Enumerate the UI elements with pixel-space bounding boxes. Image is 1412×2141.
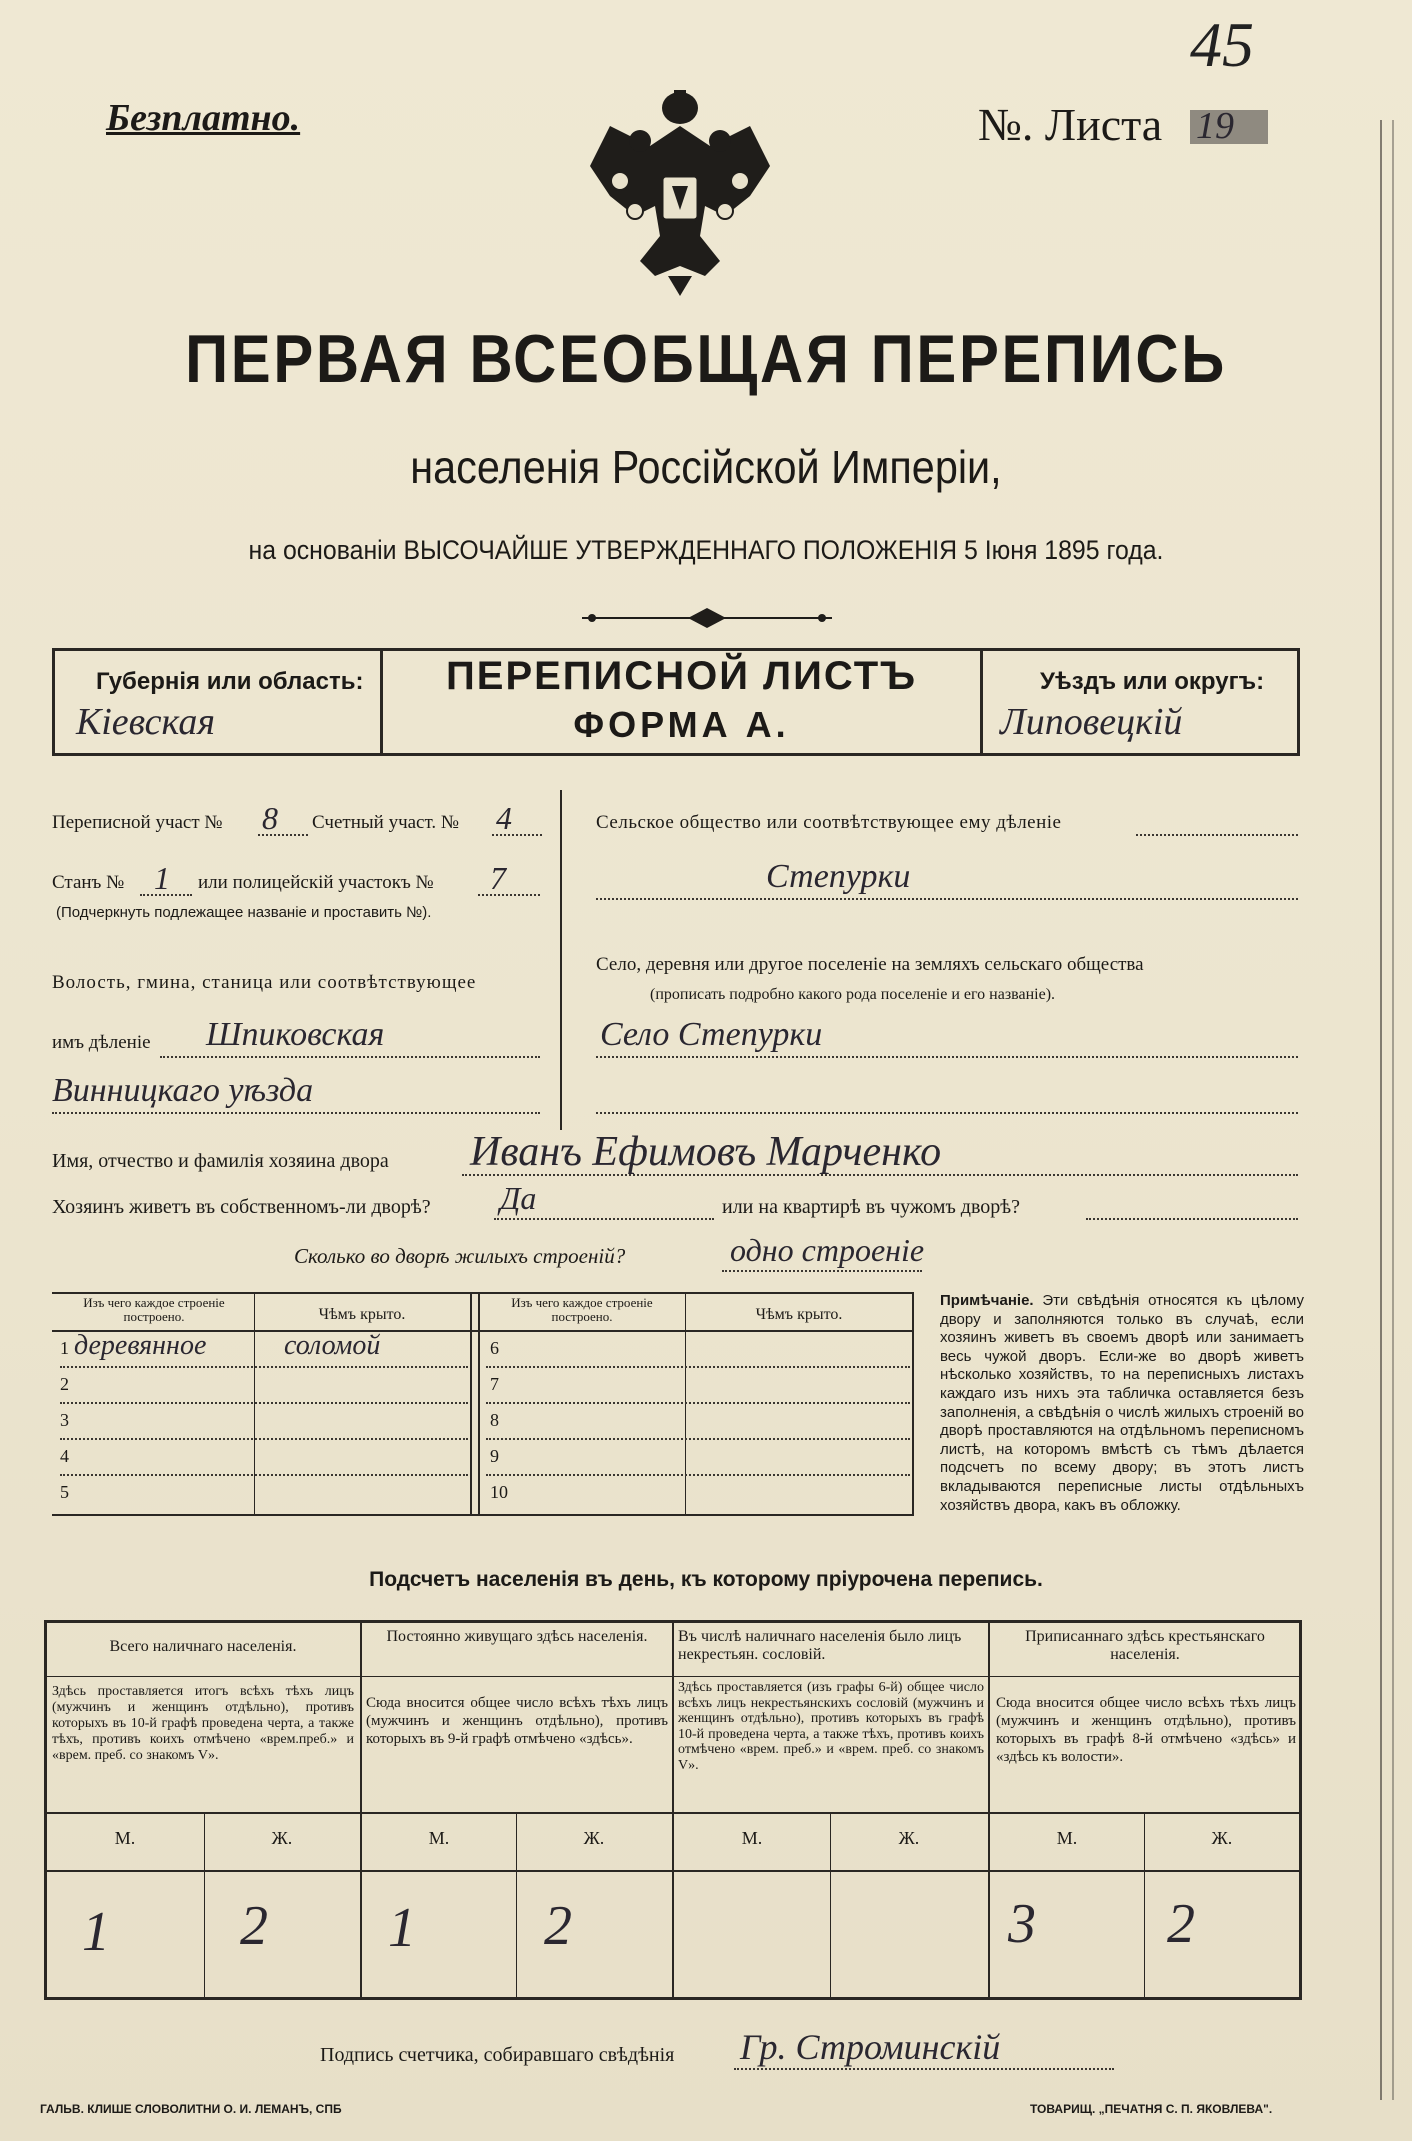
table-header-material-right: Изъ чего каждое строеніе построено.: [511, 1295, 653, 1324]
building-row-7-num: 7: [490, 1374, 499, 1394]
buildings-count-value: одно строеніе: [730, 1232, 925, 1268]
building-row-1-material: деревянное: [74, 1330, 207, 1361]
census-district-value: 8: [262, 800, 278, 836]
police-value: 7: [490, 860, 506, 896]
pop-col-3-m-label: М.: [741, 1828, 763, 1848]
volost-value-2: Винницкаго уѣзда: [52, 1072, 314, 1109]
form-title: ПЕРЕПИСНОЙ ЛИСТЪ: [446, 654, 917, 698]
pop-col-2-desc: Сюда вносится общее число всѣхъ тѣхъ лицъ (мужчинъ и женщинъ отдѣльно), противъ которыхъ въ 9-й графѣ отмѣчено «здѣсь».: [366, 1695, 668, 1747]
table-header-roof-left: Чѣмъ крыто.: [318, 1306, 406, 1323]
signature-value: Гр. Строминскій: [740, 2027, 1001, 2067]
building-row-6-num: 6: [490, 1338, 499, 1358]
rent-label: или на квартирѣ въ чужомъ дворѣ?: [722, 1196, 1021, 1218]
village-note: (прописать подробно какого рода поселеніе и его названіе).: [650, 986, 1056, 1003]
footer-right: ТОВАРИЩ. „ПЕЧАТНЯ С. П. ЯКОВЛЕВА".: [1030, 2102, 1273, 2116]
imperial-eagle-emblem: [580, 86, 780, 301]
page-subtitle: населенія Россійской Имперіи,: [410, 441, 1002, 493]
note-label: Примѣчаніе.: [940, 1292, 1034, 1309]
volost-label-2: имъ дѣленіе: [52, 1032, 151, 1053]
building-row-8-num: 8: [490, 1410, 499, 1430]
pop-col-4-m-value: 3: [1008, 1893, 1036, 1955]
buildings-count-label: Сколько во дворѣ жилыхъ строеній?: [294, 1244, 626, 1268]
building-row-5-num: 5: [60, 1482, 69, 1502]
page-title: ПЕРВАЯ ВСЕОБЩАЯ ПЕРЕПИСЬ: [185, 321, 1227, 397]
pop-col-2-zh-label: Ж.: [583, 1828, 605, 1848]
building-row-3-num: 3: [60, 1410, 69, 1430]
sheet-number-label: №. Листа: [978, 99, 1163, 150]
underline-note: (Подчеркнуть подлежащее названіе и проставить №).: [56, 904, 432, 921]
note-text: Эти свѣдѣнія относятся къ цѣлому двору и заполняются только въ случаѣ, если хозяинъ живетъ въ своемъ дворѣ или занимаетъ весь чужой дворъ. Если-же во дворѣ живетъ нѣсколько хозяйствъ, то на переписныхъ листахъ каждаго изъ нихъ эта табличка оставляется безъ заполненія, а свѣдѣнія о числѣ жилыхъ строеній во дворѣ проставляются на отдѣльномъ переписномъ листѣ, на которомъ вмѣстѣ съ тѣмъ дѣлается подсчетъ по всему двору; въ этотъ листъ вкладываются переписные листы отдѣльныхъ хозяйствъ двора, какъ въ обложку.: [940, 1292, 1305, 1514]
pop-col-1-m-value: 1: [82, 1901, 110, 1963]
building-row-9-num: 9: [490, 1446, 499, 1466]
owner-name-label: Имя, отчество и фамилія хозяина двора: [52, 1150, 389, 1172]
pop-col-1-zh-value: 2: [240, 1895, 268, 1957]
pop-col-2-zh-value: 2: [544, 1895, 572, 1957]
own-yard-label: Хозяинъ живетъ въ собственномъ-ли дворѣ?: [52, 1196, 431, 1218]
pop-col-2-m-value: 1: [388, 1897, 416, 1959]
stan-value: 1: [154, 860, 170, 896]
pop-col-4-title: Приписаннаго здѣсь крестьянскаго населенія.: [1025, 1628, 1265, 1663]
pop-col-3-title: Въ числѣ наличнаго населенія было лицъ некрестьян. сословій.: [678, 1628, 962, 1663]
building-row-10-num: 10: [490, 1482, 508, 1502]
sheet-number-value: 19: [1196, 105, 1234, 147]
pop-col-1-title: Всего наличнаго населенія.: [109, 1638, 297, 1655]
gubernia-value: Кіевская: [76, 701, 216, 743]
archive-page-number: 45: [1190, 9, 1254, 80]
village-label: Село, деревня или другое поселеніе на земляхъ сельскаго общества: [596, 954, 1144, 975]
pop-col-3-desc: Здѣсь проставляется (изъ графы 6-й) общее число всѣхъ лицъ некрестьянскихъ сословій (мужчинъ и женщинъ отдѣльно), противъ которыхъ въ графѣ 10-й проведена черта, а также тѣхъ, противъ коихъ отмѣчено «врем. преб.» и «врем. преб. со знакомъ V».: [678, 1680, 984, 1773]
building-row-4-num: 4: [60, 1446, 69, 1466]
count-district-value: 4: [496, 800, 512, 836]
stan-label: Станъ №: [52, 872, 125, 893]
count-district-label: Счетный участ. №: [312, 812, 459, 833]
ornament-divider: [578, 606, 836, 630]
census-district-label: Переписной участ №: [52, 812, 223, 833]
pop-col-2-title: Постоянно живущаго здѣсь населенія.: [386, 1628, 648, 1645]
building-row-2-num: 2: [60, 1374, 69, 1394]
owner-name-value: Иванъ Ефимовъ Марченко: [470, 1129, 942, 1175]
society-label: Сельское общество или соотвѣтствующее ему дѣленіе: [596, 812, 1062, 833]
building-row-1-num: 1: [60, 1338, 69, 1358]
pop-col-3-zh-label: Ж.: [898, 1828, 920, 1848]
pop-col-1-desc: Здѣсь проставляется итогъ всѣхъ тѣхъ лицъ (мужчинъ и женщинъ отдѣльно), противъ которыхъ въ 10-й графѣ проведена черта, а также тѣхъ, противъ коихъ отмѣчено «врем.преб.» и «врем. преб. со знакомъ V».: [52, 1684, 354, 1763]
pop-col-2-m-label: М.: [428, 1828, 450, 1848]
table-header-roof-right: Чѣмъ крыто.: [755, 1306, 843, 1323]
population-heading: Подсчетъ населенія въ день, къ которому пріурочена перепись.: [369, 1568, 1043, 1591]
own-yard-value: Да: [500, 1180, 537, 1216]
legal-basis: на основаніи ВЫСОЧАЙШЕ УТВЕРЖДЕННАГО ПОЛОЖЕНІЯ 5 Іюня 1895 года.: [248, 535, 1164, 565]
police-label: или полицейскій участокъ №: [198, 872, 434, 893]
pop-col-4-zh-label: Ж.: [1211, 1828, 1233, 1848]
pop-col-1-zh-label: Ж.: [271, 1828, 293, 1848]
volost-label: Волость, гмина, станица или соотвѣтствующее: [52, 972, 477, 993]
note-block: [940, 1292, 1304, 1515]
form-name: ФОРМА А.: [573, 704, 790, 745]
volost-value: Шпиковская: [206, 1016, 385, 1053]
footer-left: ГАЛЬВ. КЛИШЕ СЛОВОЛИТНИ О. И. ЛЕМАНЪ, СПБ: [40, 2102, 342, 2116]
free-label: Безплатно.: [106, 97, 301, 139]
gubernia-label: Губернія или область:: [96, 668, 364, 695]
pop-col-1-m-label: М.: [114, 1828, 136, 1848]
uezd-value: Липовецкій: [1000, 701, 1183, 743]
pop-col-4-desc: Сюда вносится общее число всѣхъ тѣхъ лицъ (мужчинъ и женщинъ отдѣльно), противъ которыхъ въ графѣ 8-й отмѣчено «здѣсь» и «здѣсь къ волости».: [996, 1695, 1296, 1765]
village-value: Село Степурки: [600, 1016, 823, 1053]
pop-col-4-zh-value: 2: [1167, 1893, 1195, 1955]
building-row-1-roof: соломой: [284, 1330, 381, 1361]
signature-label: Подпись счетчика, собиравшаго свѣдѣнія: [320, 2044, 675, 2066]
table-header-material-left: Изъ чего каждое строеніе построено.: [83, 1295, 225, 1324]
pop-col-4-m-label: М.: [1056, 1828, 1078, 1848]
uezd-label: Уѣздъ или округъ:: [1040, 668, 1265, 695]
society-value: Степурки: [766, 858, 911, 895]
